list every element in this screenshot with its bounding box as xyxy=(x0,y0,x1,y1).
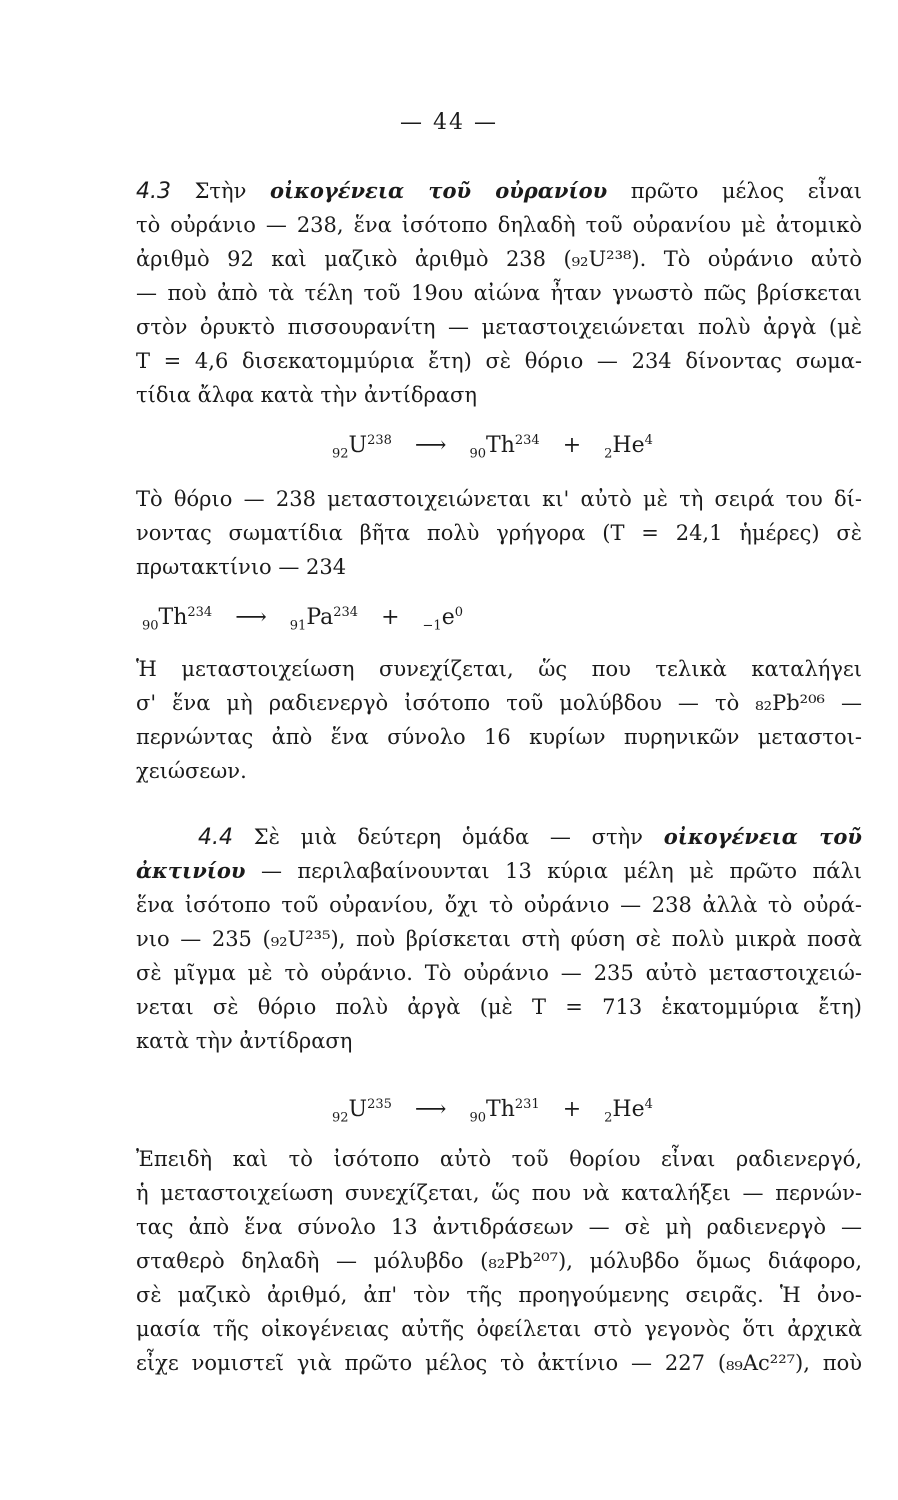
text-line: Ἐπειδὴ καὶ τὸ ἰσότοπο αὐτὸ τοῦ θορίου εἶναι ραδιενεργό, xyxy=(136,1147,862,1171)
text-line: σταθερὸ δηλαδὴ — μόλυβδο (₈₂Pb²⁰⁷), μόλυβδο ὅμως διάφορο, xyxy=(136,1249,862,1273)
text-line: κατὰ τὴν ἀντίδραση xyxy=(136,1029,353,1053)
text-line: σὲ μῖγμα μὲ τὸ οὐράνιο. Τὸ οὐράνιο — 235 αὐτὸ μεταστοιχειώ- xyxy=(136,961,862,985)
arrow-icon: ⟶ xyxy=(235,605,267,631)
text-line: ἀριθμὸ 92 καὶ μαζικὸ ἀριθμὸ 238 (₉₂U²³⁸). Τὸ οὐράνιο αὐτὸ xyxy=(136,247,862,271)
text-line: σὲ μαζικὸ ἀριθμό, ἀπ' τὸν τῆς προηγούμενης σειρᾶς. Ἡ ὀνο- xyxy=(136,1283,862,1307)
text-line: σ' ἕνα μὴ ραδιενεργὸ ἰσότοπο τοῦ μολύβδου — τὸ ₈₂Pb²⁰⁶ — xyxy=(136,691,862,715)
text-line: εἶχε νομιστεῖ γιὰ πρῶτο μέλος τὸ ἀκτίνιο — 227 (₈₉Ac²²⁷), ποὺ xyxy=(136,1351,862,1375)
page-number: — 44 — xyxy=(400,110,498,135)
text-line: 4.3 Στὴν οἰκογένεια τοῦ οὐρανίου πρῶτο μέλος εἶναι xyxy=(136,178,862,204)
text-line: — ποὺ ἀπὸ τὰ τέλη τοῦ 19ου αἰώνα ἦταν γνωστὸ πῶς βρίσκεται xyxy=(136,281,862,305)
section-number: 4.3 xyxy=(136,179,171,204)
text-line: στὸν ὀρυκτὸ πισσουρανίτη — μεταστοιχειώνεται πολὺ ἀργὰ (μὲ xyxy=(136,315,862,339)
paragraph xyxy=(136,652,862,788)
text-line: τας ἀπὸ ἕνα σύνολο 13 ἀντιδράσεων — σὲ μὴ ραδιενεργὸ — xyxy=(136,1215,862,1239)
text-line: περνώντας ἀπὸ ἕνα σύνολο 16 κυρίων πυρηνικῶν μεταστοι- xyxy=(136,725,862,749)
text-line: χειώσεων. xyxy=(136,759,247,783)
text-line: ἡ μεταστοιχείωση συνεχίζεται, ὥς που νὰ καταλήξει — περνών- xyxy=(136,1181,862,1205)
paragraph xyxy=(136,482,862,584)
paragraph xyxy=(136,1142,862,1380)
text-line: τίδια ἄλφα κατὰ τὴν ἀντίδραση xyxy=(136,383,477,407)
text-line: μασία τῆς οἰκογένειας αὐτῆς ὀφείλεται στὸ γεγονὸς ὅτι ἀρχικὰ xyxy=(136,1317,862,1341)
text-line: ἕνα ἰσότοπο τοῦ οὐρανίου, ὄχι τὸ οὐράνιο — 238 ἀλλὰ τὸ οὐρά- xyxy=(136,893,862,917)
text-line: 4.4 Σὲ μιὰ δεύτερη ὁμάδα — στὴν οἰκογένεια τοῦ xyxy=(198,824,862,850)
equation-2: $_{90}Th^{234}$ ⟶ $_{91}Pa^{234} + _{-1}e^0$ xyxy=(136,588,862,638)
section-4-3 xyxy=(136,174,862,412)
text-line: νιο — 235 (₉₂U²³⁵), ποὺ βρίσκεται στὴ φύση σὲ πολὺ μικρὰ ποσὰ xyxy=(136,927,862,951)
text-line: πρωτακτίνιο — 234 xyxy=(136,555,347,579)
family-name: οἰκογένεια τοῦ οὐρανίου xyxy=(269,178,608,203)
text-line: T = 4,6 δισεκατομμύρια ἔτη) σὲ θόριο — 234 δίνοντας σωμα- xyxy=(136,349,862,373)
equation-3: $_{92}U^{235}$ ⟶ $_{90}Th^{231} + _2He^4$ xyxy=(136,1080,862,1130)
family-name: οἰκογένεια τοῦ xyxy=(663,824,862,849)
text-line: Ἡ μεταστοιχείωση συνεχίζεται, ὥς που τελικὰ καταλήγει xyxy=(136,657,862,681)
section-number: 4.4 xyxy=(198,825,233,850)
text-line: νεται σὲ θόριο πολὺ ἀργὰ (μὲ T = 713 ἑκατομμύρια ἔτη) xyxy=(136,995,862,1019)
text-line: ἀκτινίου — περιλαβαίνουνται 13 κύρια μέλη μὲ πρῶτο πάλι xyxy=(136,858,862,883)
section-4-4 xyxy=(136,820,862,1058)
text-line: νοντας σωματίδια βῆτα πολὺ γρήγορα (T = 24,1 ἡμέρες) σὲ xyxy=(136,521,862,545)
text-line: Τὸ θόριο — 238 μεταστοιχειώνεται κι' αὐτὸ μὲ τὴ σειρά του δί- xyxy=(136,487,862,511)
equation-1: $_{92}U^{238}$ ⟶ $_{90}Th^{234} + _2He^4$ xyxy=(136,416,862,466)
text-line: τὸ οὐράνιο — 238, ἕνα ἰσότοπο δηλαδὴ τοῦ οὐρανίου μὲ ἀτομικὸ xyxy=(136,213,862,237)
arrow-icon: ⟶ xyxy=(414,1097,447,1123)
arrow-icon: ⟶ xyxy=(414,433,447,459)
